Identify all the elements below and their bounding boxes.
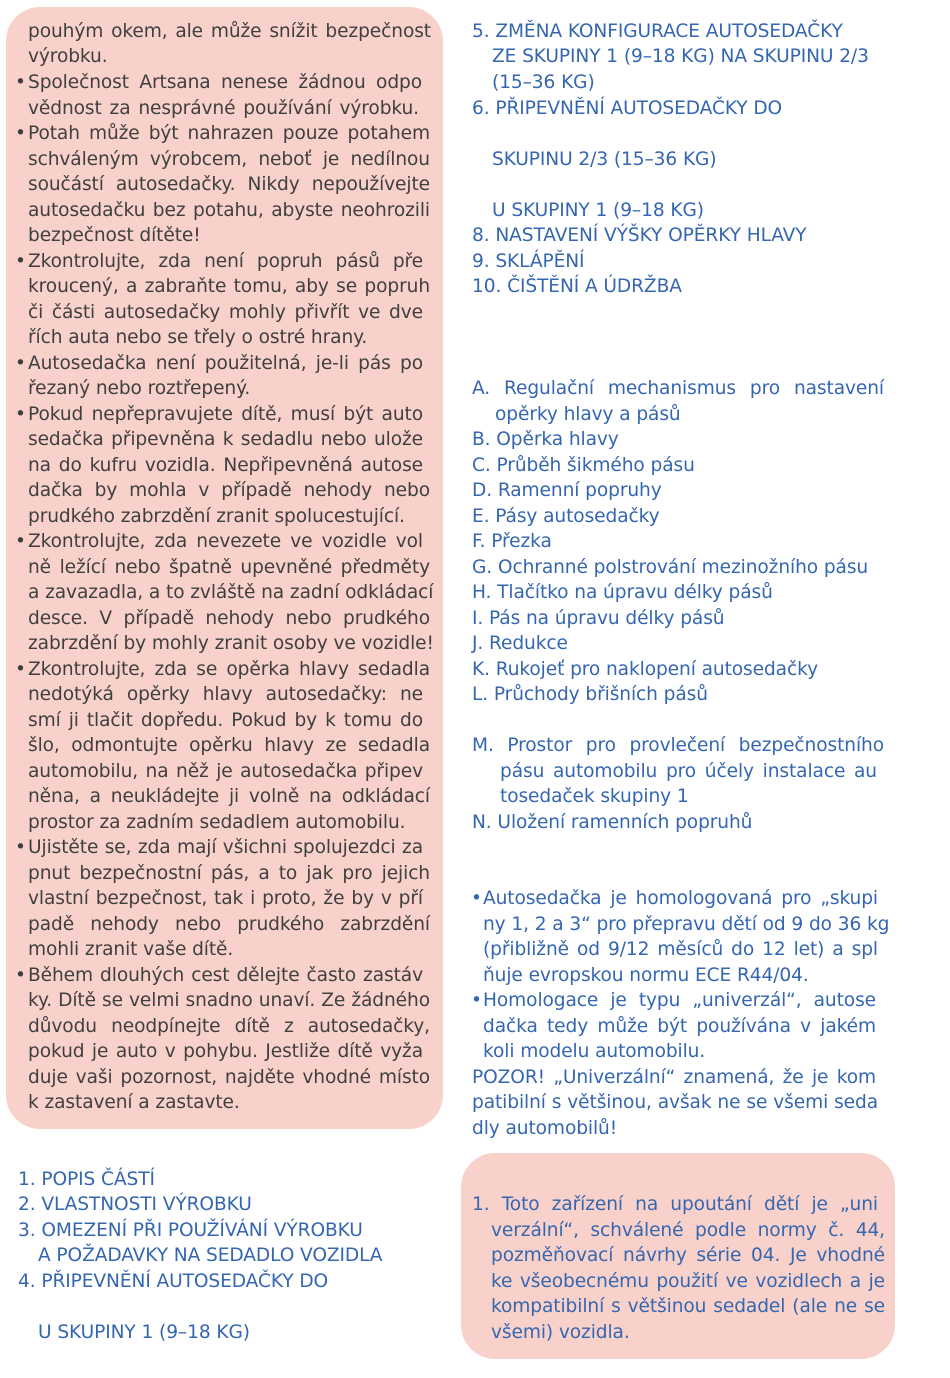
- toc-item: SKUPINU 2/3 (15–36 KG): [492, 149, 717, 170]
- bullet: •: [15, 659, 26, 680]
- part-item: D. Ramenní popruhy: [472, 480, 662, 501]
- text-line: všemi) vozidla.: [491, 1322, 630, 1343]
- text-line: 1. Toto zařízení na upoutání dětí je „uni: [472, 1194, 878, 1215]
- part-item: L. Průchody břišních pásů: [472, 684, 708, 705]
- toc-item: 1. POPIS ČÁSTÍ: [18, 1169, 155, 1190]
- toc-item: U SKUPINY 1 (9–18 KG): [38, 1322, 250, 1343]
- toc-item: 3. OMEZENÍ PŘI POUŽÍVÁNÍ VÝROBKU: [18, 1220, 363, 1241]
- text-line: smí ji tlačit dopředu. Pokud by k tomu do: [28, 710, 423, 731]
- text-line: šlo, odmontujte opěrku hlavy ze sedadla: [28, 735, 430, 756]
- text-line: schváleným výrobcem, neboť je nedílnou: [28, 149, 430, 170]
- text-line: výrobku.: [28, 46, 108, 67]
- text-line: ke všeobecnému použití ve vozidlech a je: [491, 1271, 885, 1292]
- bullet: •: [15, 353, 26, 374]
- text-line: pokud je auto v pohybu. Jestliže dítě vyža: [28, 1041, 423, 1062]
- text-line: duje vaši pozornost, najděte vhodné místo: [28, 1067, 430, 1088]
- text-line: důvodu neodpínejte dítě z autosedačky,: [28, 1016, 430, 1037]
- text-line: k zastavení a zastavte.: [28, 1092, 240, 1113]
- text-line: pozměňovací návrhy série 04. Je vhodné: [491, 1245, 885, 1266]
- text-line: sedačka připevněna k sedadlu nebo ulože: [28, 429, 423, 450]
- part-item: C. Průběh šikmého pásu: [472, 455, 695, 476]
- bullet: •: [15, 251, 26, 272]
- text-line: Ujistěte se, zda mají všichni spolujezdci za: [28, 837, 423, 858]
- part-item: F. Přezka: [472, 531, 552, 552]
- text-line: (přibližně od 9/12 měsíců do 12 let) a spl: [483, 939, 878, 960]
- part-item: pásu automobilu pro účely instalace au: [500, 761, 877, 782]
- part-item: M. Prostor pro provlečení bezpečnostního: [472, 735, 884, 756]
- part-item: I. Pás na úpravu délky pásů: [472, 608, 725, 629]
- text-line: dačka tedy může být používána v jakém: [483, 1016, 876, 1037]
- text-line: padě nehody nebo prudkého zabrzdění: [28, 914, 430, 935]
- text-line: a zavazadla, a to zvláště na zadní odkládací: [28, 582, 434, 603]
- text-line: ňuje evropskou normu ECE R44/04.: [483, 965, 809, 986]
- part-item: tosedaček skupiny 1: [500, 786, 689, 807]
- text-line: kompatibilní s většinou sedadel (ale ne se: [491, 1296, 885, 1317]
- toc-item: (15–36 KG): [492, 72, 595, 93]
- part-item: A. Regulační mechanismus pro nastavení: [472, 378, 884, 399]
- text-line: dly automobilů!: [472, 1118, 618, 1139]
- part-item: E. Pásy autosedačky: [472, 506, 660, 527]
- part-item: G. Ochranné polstrování mezinožního pásu: [472, 557, 869, 578]
- text-line: kroucený, a zabraňte tomu, aby se popruh: [28, 276, 430, 297]
- text-line: součástí autosedačky. Nikdy nepoužívejte: [28, 174, 430, 195]
- part-item: J. Redukce: [472, 633, 568, 654]
- text-line: Během dlouhých cest dělejte často zastáv: [28, 965, 423, 986]
- toc-item: 8. NASTAVENÍ VÝŠKY OPĚRKY HLAVY: [472, 225, 807, 246]
- text-line: prostor za zadním sedadlem automobilu.: [28, 812, 406, 833]
- text-line: Zkontrolujte, zda nevezete ve vozidle vol: [28, 531, 423, 552]
- text-line: pnut bezpečnostní pás, a to jak pro jejich: [28, 863, 430, 884]
- text-line: Zkontrolujte, zda se opěrka hlavy sedadla: [28, 659, 430, 680]
- bullet: •: [471, 990, 482, 1011]
- text-line: či části autosedačky mohly přivřít ve dve: [28, 302, 423, 323]
- part-item: opěrky hlavy a pásů: [495, 404, 681, 425]
- text-line: desce. V případě nehody nebo prudkého: [28, 608, 430, 629]
- toc-item: 10. ČIŠTĚNÍ A ÚDRŽBA: [472, 276, 682, 297]
- part-item: B. Opěrka hlavy: [472, 429, 619, 450]
- toc-item: 9. SKLÁPĚNÍ: [472, 251, 585, 272]
- bullet: •: [15, 837, 26, 858]
- text-line: řezaný nebo roztřepený.: [28, 378, 251, 399]
- text-line: mohli zranit vaše dítě.: [28, 939, 234, 960]
- text-line: vědnost za nesprávné používání výrobku.: [28, 98, 419, 119]
- bullet: •: [15, 531, 26, 552]
- text-line: POZOR! „Univerzální“ znamená, že je kom: [472, 1067, 876, 1088]
- toc-item: 2. VLASTNOSTI VÝROBKU: [18, 1194, 252, 1215]
- text-line: ky. Dítě se velmi snadno unaví. Ze žádného: [28, 990, 430, 1011]
- text-line: zabrzdění by mohly zranit osoby ve vozidle!: [28, 633, 434, 654]
- toc-item: A POŽADAVKY NA SEDADLO VOZIDLA: [38, 1245, 383, 1266]
- text-line: řích auta nebo se třely o ostré hrany.: [28, 327, 368, 348]
- part-item: H. Tlačítko na úpravu délky pásů: [472, 582, 773, 603]
- text-line: koli modelu automobilu.: [483, 1041, 706, 1062]
- text-line: Potah může být nahrazen pouze potahem: [28, 123, 430, 144]
- bullet: •: [15, 72, 26, 93]
- toc-item: 4. PŘIPEVNĚNÍ AUTOSEDAČKY DO: [18, 1271, 329, 1292]
- bullet: •: [15, 404, 26, 425]
- text-line: na do kufru vozidla. Nepřipevněná autose: [28, 455, 423, 476]
- bullet: •: [15, 123, 26, 144]
- toc-item: U SKUPINY 1 (9–18 KG): [492, 200, 704, 221]
- part-item: N. Uložení ramenních popruhů: [472, 812, 753, 833]
- text-line: Pokud nepřepravujete dítě, musí být auto: [28, 404, 423, 425]
- text-line: Zkontrolujte, zda není popruh pásů pře: [28, 251, 423, 272]
- text-line: ny 1, 2 a 3“ pro přepravu dětí od 9 do 36 kg: [483, 914, 890, 935]
- text-line: autosedačku bez potahu, abyste neohrozili: [28, 200, 430, 221]
- text-line: Autosedačka je homologovaná pro „skupi: [483, 888, 878, 909]
- text-line: verzální“, schválené podle normy č. 44,: [491, 1220, 885, 1241]
- text-line: bezpečnost dítěte!: [28, 225, 201, 246]
- text-line: Homologace je typu „univerzál“, autose: [483, 990, 876, 1011]
- toc-item: ZE SKUPINY 1 (9–18 KG) NA SKUPINU 2/3: [492, 46, 869, 67]
- text-line: ně ležící nebo špatně upevněné předměty: [28, 557, 430, 578]
- bullet: •: [471, 888, 482, 909]
- text-line: vlastní bezpečnost, tak i proto, že by v pří: [28, 888, 423, 909]
- part-item: K. Rukojeť pro naklopení autosedačky: [472, 659, 818, 680]
- text-line: Společnost Artsana nenese žádnou odpo: [28, 72, 422, 93]
- toc-item: 6. PŘIPEVNĚNÍ AUTOSEDAČKY DO: [472, 98, 783, 119]
- text-line: automobilu, na něž je autosedačka připev: [28, 761, 423, 782]
- toc-item: 5. ZMĚNA KONFIGURACE AUTOSEDAČKY: [472, 21, 843, 42]
- text-line: Autosedačka není použitelná, je-li pás po: [28, 353, 423, 374]
- text-line: nedotýká opěrky hlavy autosedačky: ne: [28, 684, 423, 705]
- bullet: •: [15, 965, 26, 986]
- text-line: prudkého zabrzdění zranit spolucestující.: [28, 506, 405, 527]
- text-line: dačka by mohla v případě nehody nebo: [28, 480, 430, 501]
- text-line: něna, a neukládejte ji volně na odkládací: [28, 786, 430, 807]
- text-line: patibilní s většinou, avšak ne se všemi seda: [472, 1092, 878, 1113]
- text-line: pouhým okem, ale může snížit bezpečnost: [28, 21, 431, 42]
